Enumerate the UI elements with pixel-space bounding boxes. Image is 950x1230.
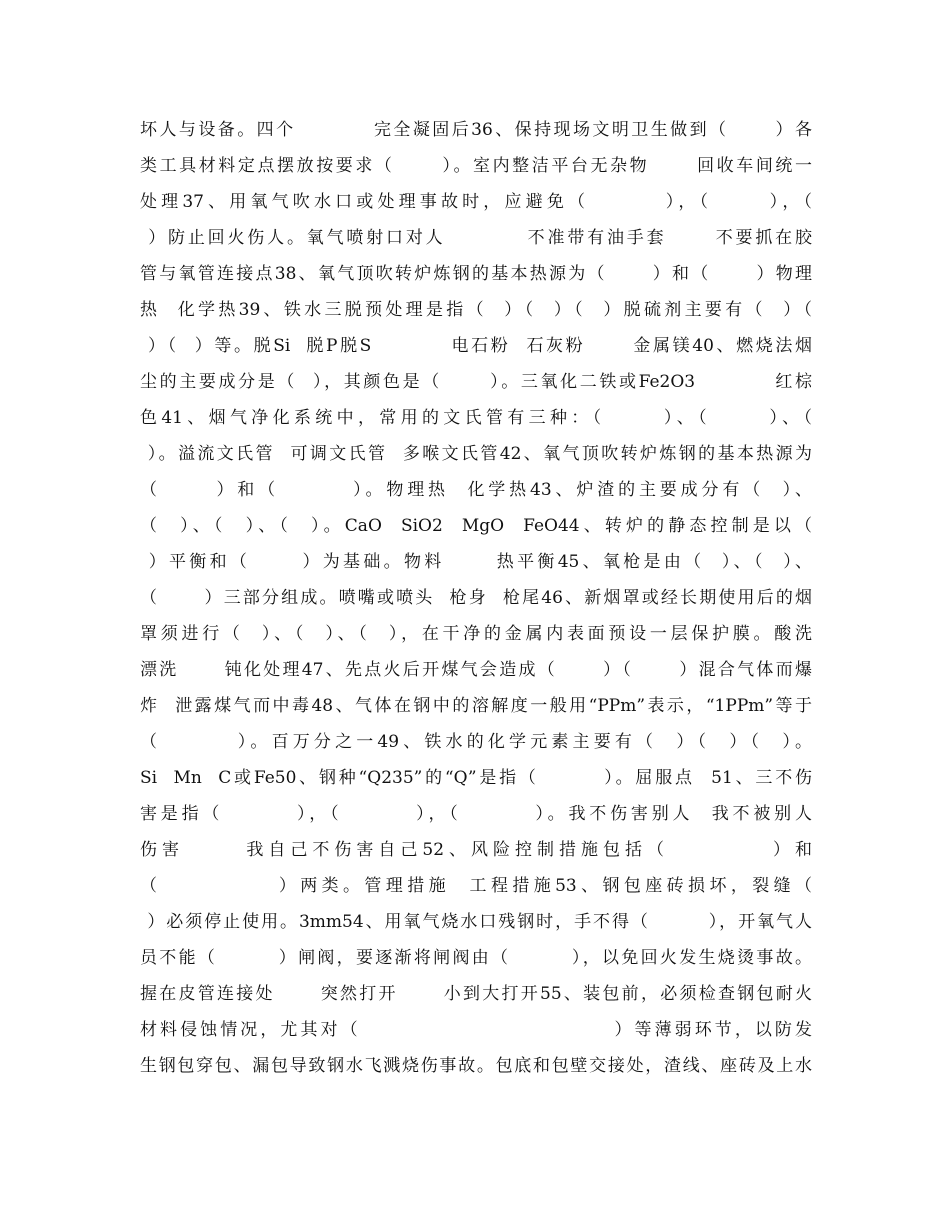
text-line: 材料侵蚀情况，尤其对（ ）等薄弱环节，以防发 bbox=[140, 1020, 812, 1040]
text-line: Si Mn C或Fe50、钢种“Q235”的“Q”是指（ ）。屈服点 51、三不伤 bbox=[140, 768, 812, 788]
text-line: 色41、烟气净化系统中，常用的文氏管有三种：（ ）、（ ）、（ bbox=[140, 408, 812, 428]
text-line: 尘的主要成分是（ ），其颜色是（ ）。三氧化二铁或Fe2O3 红棕 bbox=[140, 372, 812, 392]
text-line: （ ）三部分组成。喷嘴或喷头 枪身 枪尾46、新烟罩或经长期使用后的烟 bbox=[140, 588, 812, 608]
text-line: 害是指（ ），（ ），（ ）。我不伤害别人 我不被别人 bbox=[140, 804, 812, 824]
text-line: 握在皮管连接处 突然打开 小到大打开55、装包前，必须检查钢包耐火 bbox=[140, 984, 812, 1004]
text-line: 员不能（ ）闸阀，要逐渐将闸阀由（ ），以免回火发生烧烫事故。 bbox=[140, 948, 812, 968]
text-line: ）（ ）等。脱Si 脱P脱S 电石粉 石灰粉 金属镁40、燃烧法烟 bbox=[140, 336, 812, 356]
text-line: 处理37、用氧气吹水口或处理事故时，应避免（ ），（ ），（ bbox=[140, 192, 812, 212]
text-line: 漂洗 钝化处理47、先点火后开煤气会造成（ ）（ ）混合气体而爆 bbox=[140, 660, 812, 680]
text-line: 伤害 我自己不伤害自己52、风险控制措施包括（ ）和 bbox=[140, 840, 812, 860]
text-line: 热 化学热39、铁水三脱预处理是指（ ）（ ）（ ）脱硫剂主要有（ ）（ bbox=[140, 300, 812, 320]
text-line: （ ）和（ ）。物理热 化学热43、炉渣的主要成分有（ ）、 bbox=[140, 480, 812, 500]
text-line: 类工具材料定点摆放按要求（ ）。室内整洁平台无杂物 回收车间统一 bbox=[140, 156, 812, 176]
text-line: （ ）。百万分之一49、铁水的化学元素主要有（ ）（ ）（ ）。 bbox=[140, 732, 812, 752]
text-line: （ ）两类。管理措施 工程措施53、钢包座砖损坏，裂缝（ bbox=[140, 876, 812, 896]
text-line: ）防止回火伤人。氧气喷射口对人 不准带有油手套 不要抓在胶 bbox=[140, 228, 812, 248]
text-line: 罩须进行（ ）、（ ）、（ ），在干净的金属内表面预设一层保护膜。酸洗 bbox=[140, 624, 812, 644]
text-line: （ ）、（ ）、（ ）。CaO SiO2 MgO FeO44、转炉的静态控制是以（ bbox=[140, 516, 812, 536]
text-line: 生钢包穿包、漏包导致钢水飞溅烧伤事故。包底和包壁交接处，渣线、座砖及上水 bbox=[140, 1056, 812, 1076]
text-line: ）必须停止使用。3mm54、用氧气烧水口残钢时，手不得（ ），开氧气人 bbox=[140, 912, 812, 932]
text-line: ）平衡和（ ）为基础。物料 热平衡45、氧枪是由（ ）、（ ）、 bbox=[140, 552, 812, 572]
text-line: 管与氧管连接点38、氧气顶吹转炉炼钢的基本热源为（ ）和（ ）物理 bbox=[140, 264, 812, 284]
text-line: 炸 泄露煤气而中毒48、气体在钢中的溶解度一般用“PPm”表示，“1PPm”等于 bbox=[140, 696, 812, 716]
text-line: 坏人与设备。四个 完全凝固后36、保持现场文明卫生做到（ ）各 bbox=[140, 120, 812, 140]
text-line: ）。溢流文氏管 可调文氏管 多喉文氏管42、氧气顶吹转炉炼钢的基本热源为 bbox=[140, 444, 812, 464]
